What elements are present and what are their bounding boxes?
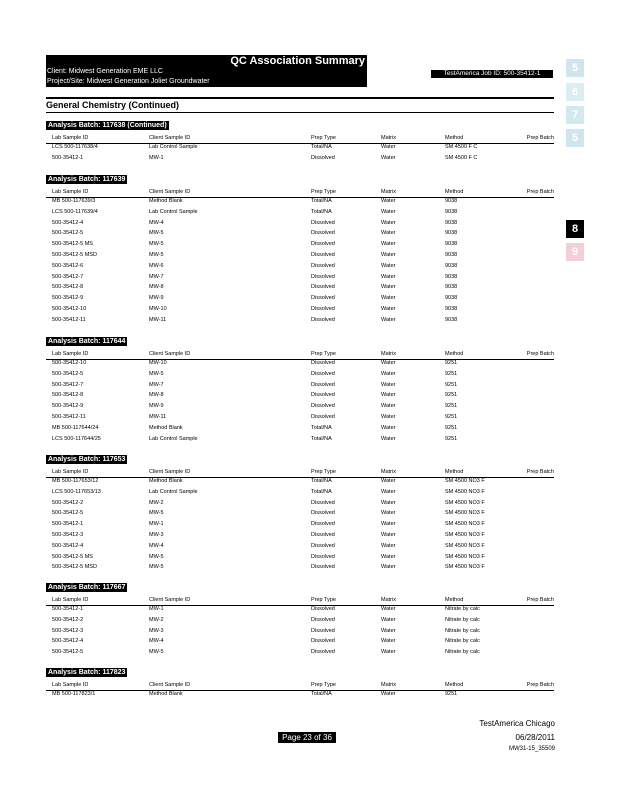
table-row xyxy=(46,218,554,228)
table-cell: Method Blank xyxy=(149,198,183,204)
table-cell: Dissolved xyxy=(311,532,335,538)
table-row xyxy=(46,615,554,625)
column-header: Method xyxy=(445,597,464,603)
table-cell: MB 500-117644/24 xyxy=(52,424,99,431)
table-cell: Dissolved xyxy=(311,564,335,571)
table-cell: Water xyxy=(381,208,396,215)
table-cell: Water xyxy=(381,435,396,442)
table-cell: MW-4 xyxy=(149,219,164,226)
table-cell: Dissolved xyxy=(311,606,335,612)
column-header: Matrix xyxy=(381,189,396,195)
table-cell: 9251 xyxy=(445,370,458,377)
column-header: Method xyxy=(445,469,464,475)
column-header: Prep Type xyxy=(311,682,336,688)
table-cell: MW-10 xyxy=(149,306,167,312)
table-cell: Total/NA xyxy=(311,435,332,442)
table-cell: 9038 xyxy=(445,198,458,204)
table-cell: 500-35412-3 xyxy=(52,627,84,634)
table-cell: Water xyxy=(381,273,396,280)
table-cell: Water xyxy=(381,262,396,269)
table-cell: 500-35412-5 MS xyxy=(52,553,93,560)
column-header: Prep Batch xyxy=(526,135,554,141)
table-cell: Dissolved xyxy=(311,638,335,645)
table-cell: 500-35412-4 xyxy=(52,638,84,645)
batch-label: Analysis Batch: 117639 xyxy=(48,176,126,183)
table-cell: 500-35412-5 xyxy=(52,649,84,656)
table-cell: Total/NA xyxy=(311,208,332,215)
table-cell: Water xyxy=(381,284,396,291)
batch-label: Analysis Batch: 117638 (Continued) xyxy=(48,122,167,129)
table-cell: 9251 xyxy=(445,381,458,388)
column-header: Prep Batch xyxy=(526,682,554,688)
column-header: Lab Sample ID xyxy=(52,135,89,141)
column-header: Method xyxy=(445,682,464,688)
table-cell: 9038 xyxy=(445,252,458,258)
table-cell: Total/NA xyxy=(311,488,332,495)
table-cell: 500-35412-9 xyxy=(52,403,84,410)
batch-label: Analysis Batch: 117644 xyxy=(48,338,126,345)
table-cell: Nitrate by calc xyxy=(445,606,480,612)
column-header: Matrix xyxy=(381,682,396,688)
table-cell: Dissolved xyxy=(311,627,335,634)
table-row xyxy=(46,604,554,614)
table-cell: MW-5 xyxy=(149,649,164,656)
table-cell: MW-1 xyxy=(149,154,164,161)
column-header: Prep Batch xyxy=(526,351,554,357)
table-cell: Nitrate by calc xyxy=(445,616,480,623)
table-cell: MW-4 xyxy=(149,542,164,549)
table-cell: MW-8 xyxy=(149,284,164,291)
table-cell: Dissolved xyxy=(311,262,335,269)
table-row xyxy=(46,476,554,486)
table-cell: Water xyxy=(381,606,396,612)
table-cell: Total/NA xyxy=(311,424,332,431)
table-cell: Water xyxy=(381,510,396,517)
table-cell: Water xyxy=(381,649,396,656)
table-row xyxy=(46,304,554,314)
table-cell: 9251 xyxy=(445,424,458,431)
table-cell: Lab Control Sample xyxy=(149,435,198,442)
column-header: Client Sample ID xyxy=(149,597,191,603)
page-number: Page 23 of 36 xyxy=(278,732,336,743)
table-cell: Dissolved xyxy=(311,392,335,399)
table-cell: MW-3 xyxy=(149,627,164,634)
table-cell: MW-11 xyxy=(149,316,167,323)
table-cell: SM 4500 NO3 F xyxy=(445,488,485,495)
side-tab[interactable]: 5 xyxy=(566,59,584,77)
table-cell: MB 500-117823/1 xyxy=(52,691,96,697)
table-cell: SM 4500 NO3 F xyxy=(445,521,485,528)
table-cell: Water xyxy=(381,564,396,571)
table-row xyxy=(46,390,554,400)
table-cell: Water xyxy=(381,521,396,528)
table-cell: MW-5 xyxy=(149,564,164,571)
table-row xyxy=(46,562,554,572)
column-header: Client Sample ID xyxy=(149,469,191,475)
side-tab[interactable]: 5 xyxy=(566,129,584,147)
report-header xyxy=(46,55,367,87)
table-cell: Water xyxy=(381,144,396,150)
table-cell: Dissolved xyxy=(311,403,335,410)
table-cell: Water xyxy=(381,392,396,399)
table-cell: Water xyxy=(381,370,396,377)
table-cell: 500-35412-1 xyxy=(52,606,84,612)
table-row xyxy=(46,228,554,238)
table-cell: 500-35412-4 xyxy=(52,542,84,549)
table-row xyxy=(46,358,554,368)
table-cell: MW-5 xyxy=(149,510,164,517)
table-row xyxy=(46,272,554,282)
table-cell: Method Blank xyxy=(149,691,183,697)
table-cell: SM 4500 NO3 F xyxy=(445,553,485,560)
table-cell: Dissolved xyxy=(311,295,335,302)
table-cell: 500-35412-1 xyxy=(52,154,84,161)
table-cell: 9251 xyxy=(445,435,458,442)
table-cell: Dissolved xyxy=(311,273,335,280)
table-cell: LCS 500-117644/25 xyxy=(52,435,101,442)
column-header: Lab Sample ID xyxy=(52,682,89,688)
section-title: General Chemistry (Continued) xyxy=(46,100,180,110)
table-cell: Water xyxy=(381,638,396,645)
table-cell: MW-11 xyxy=(149,414,167,420)
table-cell: Water xyxy=(381,488,396,495)
table-cell: 9038 xyxy=(445,262,458,269)
table-cell: MW-4 xyxy=(149,638,164,645)
table-cell: Dissolved xyxy=(311,553,335,560)
column-header: Prep Batch xyxy=(526,189,554,195)
column-header: Prep Type xyxy=(311,189,336,195)
table-cell: LCS 500-117653/13 xyxy=(52,488,101,495)
table-cell: Water xyxy=(381,198,396,204)
table-row xyxy=(46,239,554,249)
table-cell: LCS 500-117638/4 xyxy=(52,144,98,150)
table-row xyxy=(46,434,554,444)
table-cell: Dissolved xyxy=(311,542,335,549)
table-cell: Water xyxy=(381,499,396,506)
table-cell: Water xyxy=(381,403,396,410)
report-title: QC Association Summary xyxy=(230,55,365,67)
table-cell: MW-7 xyxy=(149,381,164,388)
table-cell: MW-5 xyxy=(149,370,164,377)
table-cell: MW-5 xyxy=(149,230,164,237)
table-cell: LCS 500-117639/4 xyxy=(52,208,98,215)
table-cell: Dissolved xyxy=(311,616,335,623)
footer-doc-id: MW31-15_35509 xyxy=(508,746,555,752)
table-cell: 9038 xyxy=(445,208,458,215)
table-cell: 500-35412-5 MSD xyxy=(52,252,97,258)
table-cell: Dissolved xyxy=(311,414,335,420)
table-cell: 9038 xyxy=(445,219,458,226)
table-cell: MB 500-117653/12 xyxy=(52,478,99,484)
table-cell: Dissolved xyxy=(311,230,335,237)
table-cell: 9251 xyxy=(445,392,458,399)
table-cell: Water xyxy=(381,219,396,226)
column-header: Prep Type xyxy=(311,597,336,603)
footer-company: TestAmerica Chicago xyxy=(479,719,555,728)
table-cell: 500-35412-7 xyxy=(52,381,84,388)
table-row xyxy=(46,250,554,260)
table-cell: Water xyxy=(381,542,396,549)
table-cell: Total/NA xyxy=(311,144,332,150)
table-cell: 9038 xyxy=(445,273,458,280)
table-cell: 9251 xyxy=(445,414,458,420)
table-cell: 500-35412-6 xyxy=(52,262,84,269)
table-cell: Water xyxy=(381,616,396,623)
table-cell: MW-1 xyxy=(149,521,164,528)
table-cell: 500-35412-5 MS xyxy=(52,241,93,248)
column-header: Matrix xyxy=(381,469,396,475)
side-tab[interactable]: 9 xyxy=(566,243,584,261)
footer-date: 06/28/2011 xyxy=(515,733,555,742)
column-header: Lab Sample ID xyxy=(52,351,89,357)
batch-label: Analysis Batch: 117667 xyxy=(48,584,126,591)
table-cell: Water xyxy=(381,241,396,248)
table-cell: SM 4500 NO3 F xyxy=(445,510,485,517)
table-cell: 500-35412-11 xyxy=(52,414,86,420)
table-cell: Dissolved xyxy=(311,649,335,656)
table-row xyxy=(46,261,554,271)
table-cell: MW-1 xyxy=(149,606,164,612)
table-row xyxy=(46,412,554,422)
table-cell: Water xyxy=(381,553,396,560)
table-cell: Water xyxy=(381,154,396,161)
column-header: Prep Type xyxy=(311,351,336,357)
table-cell: 500-35412-1 xyxy=(52,521,84,528)
table-row xyxy=(46,626,554,636)
table-row xyxy=(46,207,554,217)
column-header: Matrix xyxy=(381,597,396,603)
table-row xyxy=(46,380,554,390)
table-row xyxy=(46,530,554,540)
table-row xyxy=(46,487,554,497)
column-header: Method xyxy=(445,135,464,141)
table-row xyxy=(46,282,554,292)
table-cell: 500-35412-7 xyxy=(52,273,84,280)
table-cell: 500-35412-10 xyxy=(52,306,87,312)
table-cell: 500-35412-8 xyxy=(52,284,84,291)
table-cell: 500-35412-10 xyxy=(52,360,87,366)
table-cell: 9038 xyxy=(445,316,458,323)
table-row xyxy=(46,401,554,411)
table-cell: Water xyxy=(381,230,396,237)
table-row xyxy=(46,153,554,163)
column-header: Client Sample ID xyxy=(149,351,191,357)
table-row xyxy=(46,508,554,518)
table-cell: Dissolved xyxy=(311,284,335,291)
column-header: Lab Sample ID xyxy=(52,597,89,603)
side-tab-active[interactable]: 8 xyxy=(566,220,584,238)
table-cell: 500-35412-5 xyxy=(52,370,84,377)
table-cell: Nitrate by calc xyxy=(445,649,480,656)
table-cell: Dissolved xyxy=(311,360,335,366)
table-cell: Water xyxy=(381,306,396,312)
table-cell: 500-35412-4 xyxy=(52,219,84,226)
table-cell: SM 4500 NO3 F xyxy=(445,532,485,538)
table-cell: Dissolved xyxy=(311,381,335,388)
table-cell: SM 4500 F C xyxy=(445,154,478,161)
table-cell: SM 4500 NO3 F xyxy=(445,499,485,506)
header-divider xyxy=(46,97,554,99)
table-cell: Total/NA xyxy=(311,478,332,484)
table-row xyxy=(46,647,554,657)
batch-label: Analysis Batch: 117653 xyxy=(48,456,126,463)
table-cell: 500-35412-11 xyxy=(52,316,86,323)
table-cell: Water xyxy=(381,691,396,697)
table-row xyxy=(46,689,554,699)
column-header: Prep Batch xyxy=(526,597,554,603)
table-row xyxy=(46,498,554,508)
table-cell: MW-3 xyxy=(149,532,164,538)
table-cell: Dissolved xyxy=(311,510,335,517)
table-cell: 9038 xyxy=(445,230,458,237)
table-cell: 9038 xyxy=(445,306,458,312)
table-cell: 500-35412-5 MSD xyxy=(52,564,97,571)
table-cell: Dissolved xyxy=(311,316,335,323)
table-cell: Lab Control Sample xyxy=(149,488,198,495)
table-row xyxy=(46,423,554,433)
table-cell: MW-9 xyxy=(149,295,164,302)
table-cell: SM 4500 F C xyxy=(445,144,478,150)
table-cell: MW-5 xyxy=(149,241,164,248)
table-row xyxy=(46,142,554,152)
column-header: Prep Type xyxy=(311,135,336,141)
table-cell: Dissolved xyxy=(311,219,335,226)
column-header: Client Sample ID xyxy=(149,189,191,195)
table-cell: 9251 xyxy=(445,403,458,410)
table-cell: 500-35412-8 xyxy=(52,392,84,399)
job-id: TestAmerica Job ID: 500-35412-1 xyxy=(431,70,553,78)
table-cell: Water xyxy=(381,627,396,634)
table-cell: Water xyxy=(381,360,396,366)
table-cell: Lab Control Sample xyxy=(149,208,198,215)
table-cell: Total/NA xyxy=(311,691,332,697)
table-cell: Dissolved xyxy=(311,306,335,312)
table-cell: 500-35412-5 xyxy=(52,510,84,517)
table-cell: MW-9 xyxy=(149,403,164,410)
table-cell: MW-2 xyxy=(149,499,164,506)
table-cell: 500-35412-3 xyxy=(52,532,84,538)
table-cell: Lab Control Sample xyxy=(149,144,198,150)
table-cell: MW-6 xyxy=(149,262,164,269)
column-header: Prep Batch xyxy=(526,469,554,475)
table-cell: Water xyxy=(381,252,396,258)
column-header: Method xyxy=(445,351,464,357)
table-row xyxy=(46,293,554,303)
column-header: Client Sample ID xyxy=(149,135,191,141)
table-cell: Dissolved xyxy=(311,252,335,258)
table-cell: MW-5 xyxy=(149,252,164,258)
table-cell: Water xyxy=(381,295,396,302)
table-cell: Method Blank xyxy=(149,478,183,484)
table-cell: 500-35412-9 xyxy=(52,295,84,302)
table-cell: SM 4500 NO3 F xyxy=(445,478,485,484)
table-cell: MB 500-117639/3 xyxy=(52,198,96,204)
table-cell: 9038 xyxy=(445,295,458,302)
batch-label: Analysis Batch: 117823 xyxy=(48,669,126,676)
column-header: Prep Type xyxy=(311,469,336,475)
table-cell: Water xyxy=(381,316,396,323)
table-cell: Water xyxy=(381,381,396,388)
table-cell: Dissolved xyxy=(311,154,335,161)
table-cell: Dissolved xyxy=(311,370,335,377)
table-cell: MW-8 xyxy=(149,392,164,399)
table-row xyxy=(46,369,554,379)
column-header: Lab Sample ID xyxy=(52,189,89,195)
table-cell: Water xyxy=(381,414,396,420)
table-cell: 500-35412-2 xyxy=(52,499,84,506)
table-cell: Water xyxy=(381,532,396,538)
table-cell: Dissolved xyxy=(311,499,335,506)
table-cell: MW-7 xyxy=(149,273,164,280)
table-cell: 9251 xyxy=(445,360,458,366)
column-header: Matrix xyxy=(381,351,396,357)
project-site: Project/Site: Midwest Generation Joliet Groundwater xyxy=(47,78,210,85)
table-cell: Water xyxy=(381,478,396,484)
table-cell: MW-2 xyxy=(149,616,164,623)
table-cell: Dissolved xyxy=(311,241,335,248)
column-header: Method xyxy=(445,189,464,195)
table-row xyxy=(46,315,554,325)
table-cell: Nitrate by calc xyxy=(445,638,480,645)
column-header: Client Sample ID xyxy=(149,682,191,688)
side-tab[interactable]: 7 xyxy=(566,106,584,124)
table-row xyxy=(46,636,554,646)
table-row xyxy=(46,552,554,562)
table-cell: 9038 xyxy=(445,241,458,248)
client-name: Client: Midwest Generation EME LLC xyxy=(47,68,163,75)
table-cell: Nitrate by calc xyxy=(445,627,480,634)
column-header: Lab Sample ID xyxy=(52,469,89,475)
table-cell: MW-5 xyxy=(149,553,164,560)
table-cell: 9038 xyxy=(445,284,458,291)
table-cell: Method Blank xyxy=(149,424,183,431)
table-cell: SM 4500 NO3 F xyxy=(445,564,485,571)
table-cell: Dissolved xyxy=(311,521,335,528)
table-row xyxy=(46,541,554,551)
table-cell: Total/NA xyxy=(311,198,332,204)
table-cell: Water xyxy=(381,424,396,431)
section-divider xyxy=(46,112,554,113)
column-header: Matrix xyxy=(381,135,396,141)
table-cell: 9251 xyxy=(445,691,458,697)
table-row xyxy=(46,519,554,529)
table-cell: SM 4500 NO3 F xyxy=(445,542,485,549)
side-tab[interactable]: 6 xyxy=(566,83,584,101)
table-row xyxy=(46,196,554,206)
table-cell: MW-10 xyxy=(149,360,167,366)
table-cell: 500-35412-2 xyxy=(52,616,84,623)
table-cell: 500-35412-5 xyxy=(52,230,84,237)
